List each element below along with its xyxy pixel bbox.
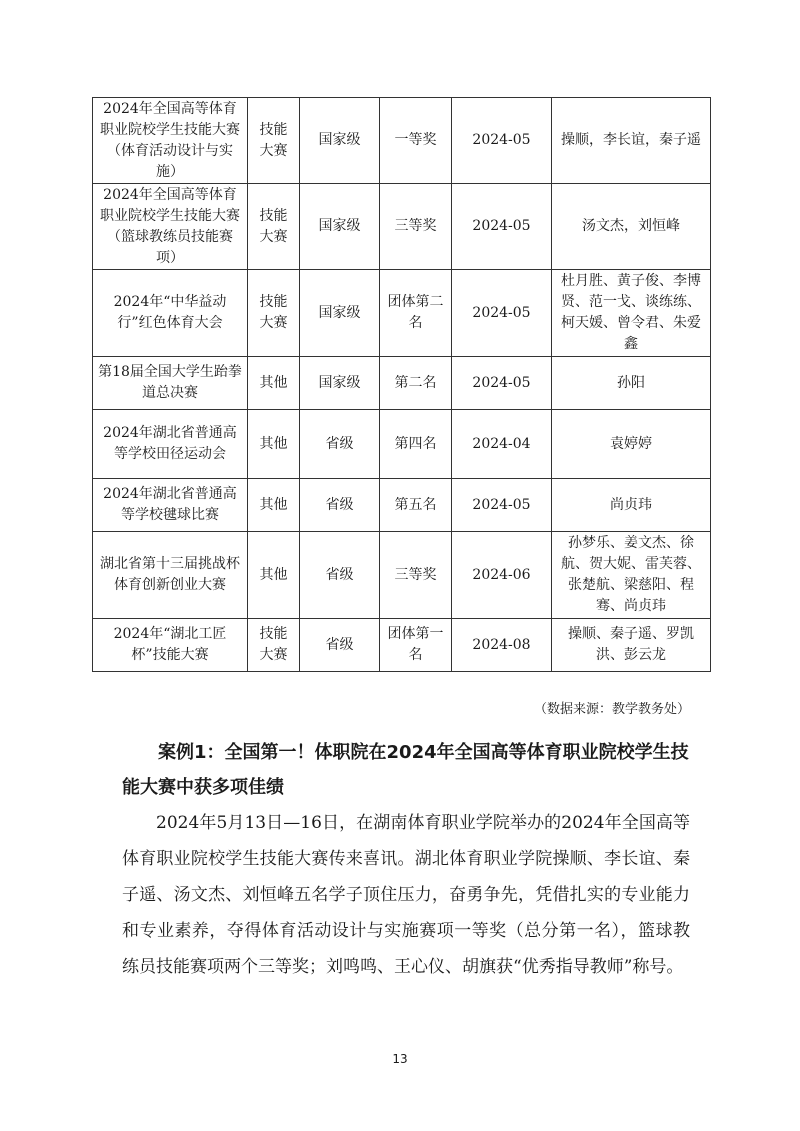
competition-type-cell: 其他 <box>248 479 300 532</box>
prize-cell: 三等奖 <box>380 184 452 270</box>
table-row <box>93 270 711 357</box>
level-cell: 国家级 <box>300 270 380 357</box>
case-heading: 案例1：全国第一！体职院在2024年全国高等体育职业院校学生技能大赛中获多项佳绩 <box>122 742 689 798</box>
competition-name-cell: 2024年湖北省普通高等学校田径运动会 <box>93 410 248 479</box>
prize-cell: 第五名 <box>380 479 452 532</box>
table-row <box>93 184 711 270</box>
winners-cell: 孙梦乐、姜文杰、徐航、贺大妮、雷芙蓉、张楚航、梁慈阳、程骞、尚贞玮 <box>552 532 711 619</box>
competition-name-cell: 2024年“中华益动行”红色体育大会 <box>93 270 248 357</box>
level-cell: 省级 <box>300 532 380 619</box>
competition-type-cell: 技能大赛 <box>248 184 300 270</box>
competition-type-cell: 技能大赛 <box>248 270 300 357</box>
table-row <box>93 410 711 479</box>
winners-cell: 袁婷婷 <box>552 410 711 479</box>
competition-type-cell: 其他 <box>248 357 300 410</box>
table-row <box>93 619 711 672</box>
prize-cell: 团体第二名 <box>380 270 452 357</box>
prize-cell: 第四名 <box>380 410 452 479</box>
competition-name-cell: 第18届全国大学生跆拳道总决赛 <box>93 357 248 410</box>
winners-cell: 操顺，李长谊，秦子遥 <box>552 98 711 184</box>
winners-cell: 杜月胜、黄子俊、李博贤、范一戈、谈练练、柯天媛、曾令君、朱爱鑫 <box>552 270 711 357</box>
winners-cell: 孙阳 <box>552 357 711 410</box>
competition-type-cell: 其他 <box>248 532 300 619</box>
table-row <box>93 98 711 184</box>
page-number: 13 <box>392 1052 408 1066</box>
level-cell: 国家级 <box>300 98 380 184</box>
competition-type-cell: 技能大赛 <box>248 98 300 184</box>
winners-cell: 汤文杰，刘恒峰 <box>552 184 711 270</box>
competition-name-cell: 湖北省第十三届挑战杯体育创新创业大赛 <box>93 532 248 619</box>
winners-cell: 操顺、秦子遥、罗凯洪、彭云龙 <box>552 619 711 672</box>
competition-name-cell: 2024年全国高等体育职业院校学生技能大赛（体育活动设计与实施） <box>93 98 248 184</box>
competition-name-cell: 2024年全国高等体育职业院校学生技能大赛（篮球教练员技能赛项） <box>93 184 248 270</box>
date-cell: 2024-05 <box>452 479 552 532</box>
table-row <box>93 357 711 410</box>
date-cell: 2024-05 <box>452 357 552 410</box>
competition-name-cell: 2024年“湖北工匠杯”技能大赛 <box>93 619 248 672</box>
level-cell: 国家级 <box>300 357 380 410</box>
date-cell: 2024-05 <box>452 184 552 270</box>
date-cell: 2024-08 <box>452 619 552 672</box>
prize-cell: 团体第一名 <box>380 619 452 672</box>
data-source-note: （数据来源：教学教务处） <box>533 702 690 717</box>
prize-cell: 第二名 <box>380 357 452 410</box>
level-cell: 省级 <box>300 479 380 532</box>
level-cell: 国家级 <box>300 184 380 270</box>
competition-type-cell: 其他 <box>248 410 300 479</box>
prize-cell: 一等奖 <box>380 98 452 184</box>
level-cell: 省级 <box>300 619 380 672</box>
level-cell: 省级 <box>300 410 380 479</box>
prize-cell: 三等奖 <box>380 532 452 619</box>
case-paragraph: 2024年5月13日—16日，在湖南体育职业学院举办的2024年全国高等体育职业院校学生技能大赛传来喜讯。湖北体育职业学院操顺、李长谊、秦子遥、汤文杰、刘恒峰五名学子顶住压力，奋勇争先，凭借扎实的专业能力和专业素养，夺得体育活动设计与实施赛项一等奖（总分第一名），篮球教练员技能赛项两个三等奖；刘鸣鸣、王心仪、胡旗获“优秀指导教师”称号。 <box>122 813 690 977</box>
awards-table <box>92 97 711 672</box>
winners-cell: 尚贞玮 <box>552 479 711 532</box>
table-row <box>93 532 711 619</box>
date-cell: 2024-05 <box>452 270 552 357</box>
date-cell: 2024-04 <box>452 410 552 479</box>
date-cell: 2024-05 <box>452 98 552 184</box>
date-cell: 2024-06 <box>452 532 552 619</box>
table-row <box>93 479 711 532</box>
competition-name-cell: 2024年湖北省普通高等学校毽球比赛 <box>93 479 248 532</box>
competition-type-cell: 技能大赛 <box>248 619 300 672</box>
